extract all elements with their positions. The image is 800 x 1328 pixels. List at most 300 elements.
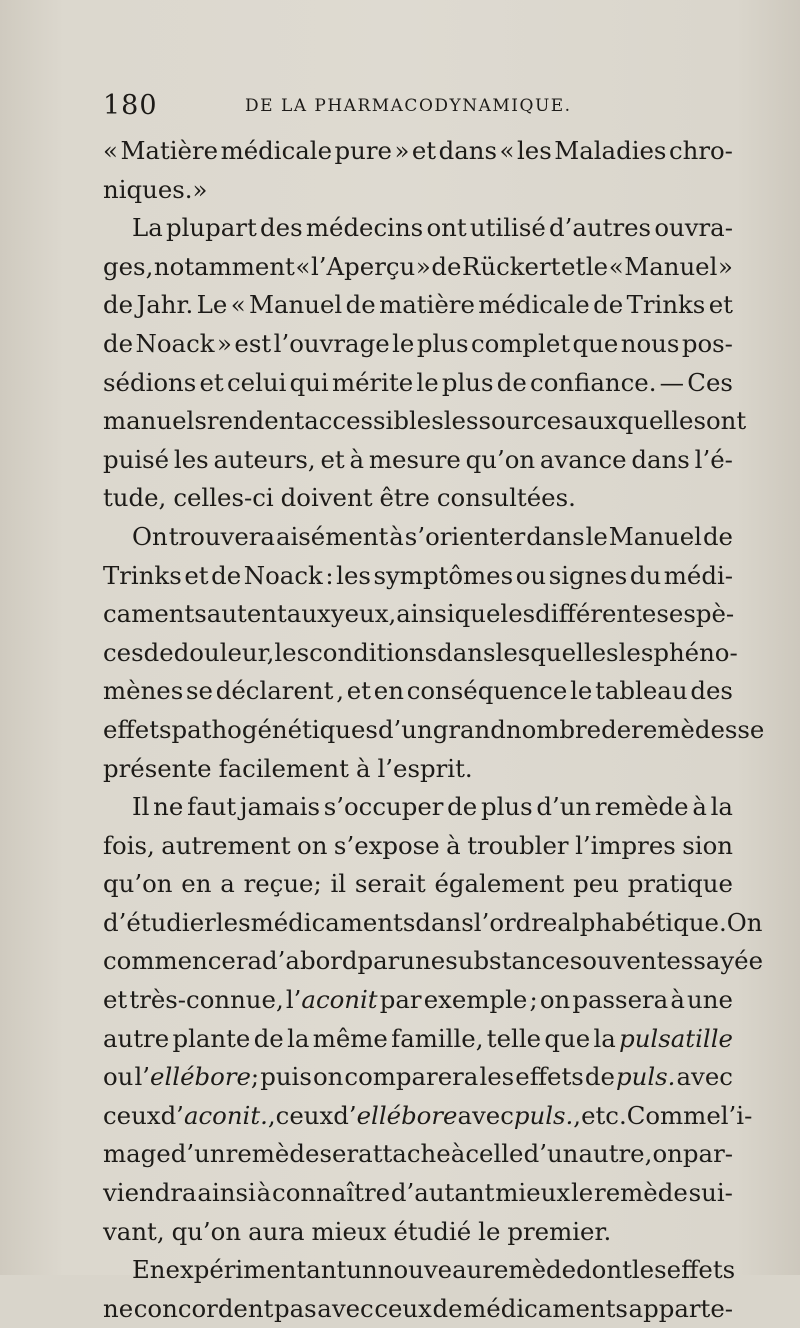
word-group (276, 518, 388, 557)
word-group (632, 1251, 667, 1290)
word-group (184, 557, 208, 596)
word: alphabétique. (557, 907, 727, 937)
text-line (103, 595, 733, 634)
word-group (677, 1058, 733, 1097)
word-group (434, 865, 564, 904)
word-group (346, 1251, 377, 1290)
word-group (396, 595, 454, 634)
word: mènes (103, 676, 184, 706)
word-group (169, 518, 275, 557)
word-group (624, 248, 717, 287)
word: « (608, 251, 624, 281)
word: plus (480, 792, 533, 822)
word-group (586, 518, 608, 557)
word-group (103, 441, 169, 480)
word: d’ (160, 1100, 184, 1130)
word-group (257, 1174, 272, 1213)
word-group (103, 1097, 161, 1136)
word-group (103, 672, 183, 711)
word: On (726, 907, 763, 937)
word-group (616, 1058, 675, 1097)
word-group (103, 364, 196, 403)
word-group (172, 1020, 250, 1059)
word: rattache (346, 1139, 451, 1169)
word-group (171, 1135, 226, 1174)
word: d’un (523, 1139, 579, 1169)
word: et (103, 985, 128, 1015)
word: de (432, 1293, 463, 1323)
word: « (103, 136, 118, 165)
text-line (103, 518, 733, 557)
word: En (132, 1255, 166, 1285)
word-group (262, 942, 357, 981)
word-group (227, 364, 286, 403)
word-group (336, 672, 344, 711)
word: autrement (161, 830, 291, 860)
word: effets (103, 714, 172, 744)
word-group (516, 557, 546, 596)
word: d’étudier (103, 907, 216, 937)
word: qui (289, 367, 329, 397)
word: déclarent (215, 676, 334, 706)
word-group (506, 711, 601, 750)
word-group (132, 1251, 166, 1290)
word-group (378, 750, 473, 789)
word: que (454, 599, 501, 629)
word: telle (486, 1023, 542, 1053)
word: auxquelles (573, 406, 706, 436)
word: pulsatille (619, 1023, 733, 1053)
word-group (103, 1020, 169, 1059)
word: sources (478, 406, 574, 436)
word-group (515, 1058, 584, 1097)
word-group (631, 711, 737, 750)
word: sion (682, 830, 733, 860)
word: niques.» (103, 174, 208, 204)
word: mieux (311, 1216, 387, 1246)
word: les (479, 1062, 515, 1092)
word: plupart (166, 213, 257, 243)
word-group (416, 364, 438, 403)
word-group (336, 557, 371, 596)
word: l’Aperçu (310, 251, 416, 281)
word: à (256, 1178, 272, 1208)
word: s’expose (333, 830, 440, 860)
word-group (445, 942, 570, 981)
word-group (272, 1174, 390, 1213)
word-group (405, 518, 525, 557)
word-group (478, 1213, 500, 1252)
word-group (666, 942, 763, 981)
word-group (254, 1020, 284, 1059)
word: on (297, 830, 328, 860)
word: utilisé (469, 213, 546, 243)
word: pos- (681, 328, 733, 358)
word: ont (706, 406, 747, 436)
word-group (660, 364, 684, 403)
word-group (311, 248, 415, 287)
word: mesure (368, 444, 461, 474)
word-group (174, 441, 209, 480)
word: aura (248, 1216, 305, 1246)
word-group (478, 402, 573, 441)
word-group (304, 402, 444, 441)
word: puis (260, 1062, 312, 1092)
word-group (103, 865, 172, 904)
word-group (391, 1020, 483, 1059)
word: dans (438, 136, 498, 165)
word-group (706, 402, 746, 441)
word-group (186, 672, 213, 711)
word: de (143, 637, 174, 667)
text-line (103, 441, 733, 480)
word: pathogénétiques (171, 714, 378, 744)
word: ainsi (197, 1178, 256, 1208)
word: dans (631, 444, 690, 474)
word-group (544, 1020, 590, 1059)
word-group (737, 711, 764, 750)
word: peu (573, 869, 619, 899)
word: a (220, 869, 235, 899)
word-group (451, 1135, 466, 1174)
word: de (702, 521, 733, 551)
word-group (692, 788, 707, 827)
word: ainsi (396, 599, 455, 629)
word-group (172, 1213, 241, 1252)
word-group (244, 865, 322, 904)
word: La (132, 213, 163, 243)
word: on (652, 1139, 683, 1169)
word: de (431, 251, 462, 281)
word-group (703, 518, 733, 557)
word: à (670, 985, 685, 1015)
word: se (186, 676, 213, 706)
word-group (103, 827, 155, 866)
text-line (103, 1213, 733, 1252)
word: expérimentant (165, 1255, 347, 1285)
word: d’autant (390, 1178, 495, 1208)
word: se (319, 1139, 347, 1169)
word: ceux (275, 1100, 334, 1130)
word-group (136, 325, 215, 364)
word-group (482, 1251, 576, 1290)
word: d’ (333, 1100, 357, 1130)
word-group (690, 672, 733, 711)
word: ellébore (356, 1100, 458, 1130)
word-group (287, 1020, 309, 1059)
word-group (417, 325, 469, 364)
word: même (312, 1023, 388, 1053)
word-group (234, 325, 271, 364)
word-group (103, 942, 262, 981)
word-group (554, 132, 666, 171)
text-line (103, 171, 733, 210)
text-line (103, 788, 733, 827)
word-group (161, 1097, 276, 1136)
word: et (346, 676, 371, 706)
word-group (219, 750, 349, 789)
word-group (194, 595, 287, 634)
word: douleur, (173, 637, 275, 667)
word: les (336, 560, 371, 590)
word: cament (103, 599, 195, 629)
word-group (466, 441, 535, 480)
word: effets (515, 1062, 584, 1092)
word-group (134, 1058, 259, 1097)
word-group (313, 1020, 388, 1059)
word: « (295, 251, 311, 281)
word: viendra (103, 1178, 197, 1208)
word-group (134, 1290, 274, 1328)
word-group (172, 711, 378, 750)
word: on (539, 985, 571, 1015)
word-group (721, 1097, 753, 1136)
word-group (297, 827, 327, 866)
word-group (347, 672, 371, 711)
word-group (424, 981, 528, 1020)
word: les (631, 1255, 667, 1285)
word-group (557, 904, 726, 943)
word: commencera (103, 946, 263, 976)
word: des (690, 676, 733, 706)
word: fois, (103, 830, 155, 860)
word: mage (103, 1139, 171, 1169)
text-line (103, 1097, 753, 1136)
word: » (718, 251, 733, 281)
word: remède (594, 1178, 688, 1208)
word: connaître (272, 1178, 391, 1208)
word-group (197, 1174, 255, 1213)
word-group (575, 827, 676, 866)
word: Noack (243, 560, 323, 590)
word-group (378, 1251, 483, 1290)
word: tableau (595, 676, 688, 706)
word: être (379, 483, 430, 513)
word-group (585, 1058, 615, 1097)
word: médicaments (463, 1293, 628, 1323)
word-group (374, 672, 404, 711)
word-group (129, 981, 283, 1020)
word: remèdes (631, 714, 738, 744)
word-group (231, 286, 246, 325)
text-line (103, 1020, 733, 1059)
word-group (682, 325, 733, 364)
word-group (654, 209, 733, 248)
text-line (103, 904, 763, 943)
word-group (576, 1251, 632, 1290)
word-group (549, 209, 651, 248)
word: l’ordre (473, 907, 558, 937)
word: Ces (687, 367, 733, 397)
text-line (103, 364, 733, 403)
word-group (481, 788, 533, 827)
word: avance (539, 444, 627, 474)
word: les (443, 406, 479, 436)
word: de (345, 290, 376, 320)
word-group (526, 518, 584, 557)
word-group (621, 325, 680, 364)
word-group (379, 286, 475, 325)
word: « (230, 290, 246, 320)
word-group (628, 865, 733, 904)
word-group (601, 711, 631, 750)
page-number: 180 (103, 90, 158, 121)
word-group (570, 672, 592, 711)
word-group (355, 865, 426, 904)
word: très-connue, (129, 985, 284, 1015)
word-group (260, 1058, 312, 1097)
word: dans (437, 637, 496, 667)
word-group (389, 518, 404, 557)
text-line (103, 1251, 736, 1290)
word: d’un (536, 792, 592, 822)
word: le (570, 1178, 594, 1208)
word: effets (666, 1255, 736, 1285)
word: qu’on (171, 1216, 242, 1246)
word: ; (250, 1062, 260, 1092)
word: serait (354, 869, 426, 899)
word: comparera (344, 1062, 479, 1092)
word-group (350, 441, 365, 480)
word: l’ (134, 1062, 151, 1092)
word-group (416, 248, 431, 287)
word-group (132, 518, 168, 557)
word: » (394, 136, 410, 165)
word-group (173, 479, 273, 518)
word-group (664, 557, 733, 596)
word-group (718, 248, 733, 287)
word: exemple (423, 985, 528, 1015)
word: à (349, 444, 365, 474)
word: de (584, 1062, 615, 1092)
word: mieux (495, 1178, 571, 1208)
word: dans (526, 521, 585, 551)
word-group (437, 634, 495, 673)
word-group (447, 788, 477, 827)
word: Rückert (462, 251, 561, 281)
word-group (103, 171, 207, 210)
word: Trinks (626, 290, 706, 320)
word: confiance. (530, 367, 657, 397)
text-line (103, 981, 733, 1020)
word-group (330, 865, 346, 904)
word-group (439, 132, 497, 171)
text-line (103, 248, 733, 287)
word-group (595, 788, 689, 827)
word: souvent (569, 946, 667, 976)
word: complet (470, 328, 571, 358)
word-group (325, 557, 333, 596)
word-group (629, 1290, 733, 1328)
word-group (249, 286, 342, 325)
word-group (103, 595, 194, 634)
word-group (474, 904, 558, 943)
word: ellébore (150, 1062, 251, 1092)
word-group (312, 1213, 387, 1252)
word: plante (172, 1023, 251, 1053)
word: avec (676, 1062, 733, 1092)
word: un (346, 1255, 378, 1285)
word: : (325, 560, 334, 590)
word: la (710, 792, 733, 822)
word: les (215, 907, 251, 937)
word-group (586, 248, 608, 287)
word: concordent (133, 1293, 274, 1323)
word: conditions (309, 637, 438, 667)
word: plus (441, 367, 494, 397)
word: présente (103, 753, 212, 783)
word: dont (576, 1255, 632, 1285)
word-group (244, 557, 323, 596)
word-group (333, 1097, 457, 1136)
word-group (103, 1174, 197, 1213)
word: les (173, 444, 209, 474)
word-group (217, 325, 232, 364)
word: autre, (578, 1139, 653, 1169)
word: qu’on (103, 869, 173, 899)
word-group (153, 788, 183, 827)
word: troubler (467, 830, 569, 860)
word: dans (415, 907, 474, 937)
word: l’ (285, 985, 302, 1015)
word: de (103, 290, 134, 320)
word: sui- (688, 1178, 733, 1208)
word: matière (379, 290, 475, 320)
word: de (103, 328, 134, 358)
word: qu’on (465, 444, 536, 474)
word: facilement (218, 753, 349, 783)
word: à (446, 830, 461, 860)
word: ne (103, 1293, 134, 1323)
text-line (103, 1174, 733, 1213)
word-group (529, 981, 537, 1020)
word: pas (274, 1293, 317, 1323)
word: puls. (513, 1100, 574, 1130)
word-group (332, 364, 413, 403)
word-group (711, 788, 733, 827)
word-group (500, 595, 535, 634)
word-group (103, 132, 118, 171)
word: les (516, 136, 552, 165)
word: d’abord (262, 946, 358, 976)
word: étudié (393, 1216, 472, 1246)
word: essayée (666, 946, 764, 976)
word: des (260, 213, 303, 243)
word-group (166, 209, 257, 248)
word-group (415, 904, 473, 943)
word: est (234, 328, 272, 358)
word-group (446, 827, 461, 866)
word: rendent (206, 406, 305, 436)
word-group (627, 286, 706, 325)
word: celles-ci (173, 483, 274, 513)
word-group (331, 595, 396, 634)
word-group (669, 132, 733, 171)
word: sédions (103, 367, 197, 397)
text-line (103, 827, 733, 866)
word-group (103, 711, 172, 750)
word-group (187, 788, 236, 827)
word-group (455, 595, 501, 634)
word: la (287, 1023, 310, 1053)
word-group (251, 904, 416, 943)
word-group (437, 479, 576, 518)
word: jamais (239, 792, 320, 822)
word-group (136, 286, 193, 325)
word-group (479, 1058, 514, 1097)
word: le (585, 251, 609, 281)
word-group (609, 518, 702, 557)
